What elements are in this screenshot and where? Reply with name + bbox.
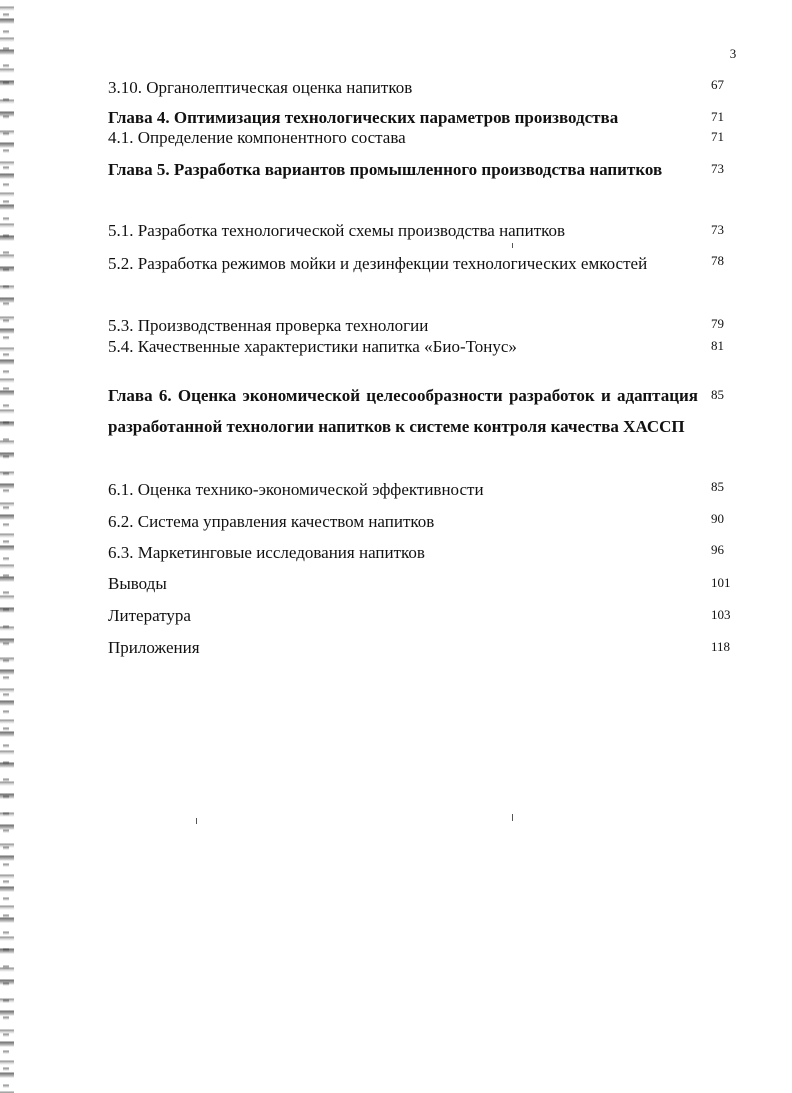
toc-entry-page: 85 — [711, 479, 724, 494]
toc-entry-page: 71 — [711, 129, 724, 144]
toc-entry-page: 71 — [711, 109, 724, 124]
toc-entry-page: 78 — [711, 253, 724, 268]
toc-entry — [108, 215, 724, 246]
toc-entry-title: 4.1. Определение компонентного состава — [108, 128, 406, 147]
toc-chapter-title: Глава 6. Оценка экономической целесообразности разработок и адаптация разработанной технологии напитков к системе контроля качества ХАССП — [108, 386, 698, 436]
toc-entry-page: 73 — [711, 222, 724, 237]
toc-entry — [108, 72, 724, 103]
toc-entry-title: 5.2. Разработка режимов мойки и дезинфекции технологических емкостей — [108, 254, 648, 273]
toc-entry-title: 5.4. Качественные характеристики напитка «Био-Тонус» — [108, 337, 517, 356]
toc-entry-page: 81 — [711, 338, 724, 353]
toc-entry — [108, 331, 724, 362]
toc-entry-title: 5.3. Производственная проверка технологии — [108, 316, 429, 335]
toc-chapter-title: Глава 4. Оптимизация технологических параметров производства — [108, 108, 619, 127]
toc-entry-title: 6.2. Система управления качеством напитков — [108, 512, 435, 531]
toc-entry-page: 101 — [711, 575, 731, 590]
toc-entry-title: Литература — [108, 606, 191, 625]
toc-entry — [108, 474, 724, 505]
toc-entry-page: 85 — [711, 387, 724, 402]
toc-entry-title: 3.10. Органолептическая оценка напитков — [108, 78, 413, 97]
toc-entry-title: Приложения — [108, 638, 200, 657]
toc-entry — [108, 122, 724, 153]
toc-entry-page: 79 — [711, 316, 724, 331]
scan-speck — [196, 818, 197, 824]
toc-entry — [108, 506, 724, 537]
scan-speck — [512, 243, 513, 248]
toc-entry — [108, 600, 731, 631]
toc-chapter — [108, 154, 724, 185]
toc-entry — [108, 248, 724, 279]
toc-chapter — [108, 380, 724, 442]
toc-entry-page: 118 — [711, 639, 731, 654]
toc-entry — [108, 632, 731, 663]
toc-entry-title: 5.1. Разработка технологической схемы производства напитков — [108, 221, 566, 240]
toc-entry-title: Выводы — [108, 574, 167, 593]
toc-entry-page: 96 — [711, 542, 724, 557]
scan-speck — [512, 814, 513, 821]
scan-binding-edge — [0, 0, 14, 1093]
toc-entry — [108, 537, 724, 568]
toc-entry-page: 67 — [711, 77, 724, 92]
toc-entry-title: 6.1. Оценка технико-экономической эффективности — [108, 480, 484, 499]
toc-entry-title: 6.3. Маркетинговые исследования напитков — [108, 543, 425, 562]
page-number: 3 — [729, 46, 737, 61]
toc-entry-page: 73 — [711, 161, 724, 176]
toc-entry-page: 103 — [711, 607, 731, 622]
toc-entry-page: 90 — [711, 511, 724, 526]
toc-entry — [108, 568, 731, 599]
toc-chapter-title: Глава 5. Разработка вариантов промышленного производства напитков — [108, 160, 663, 179]
